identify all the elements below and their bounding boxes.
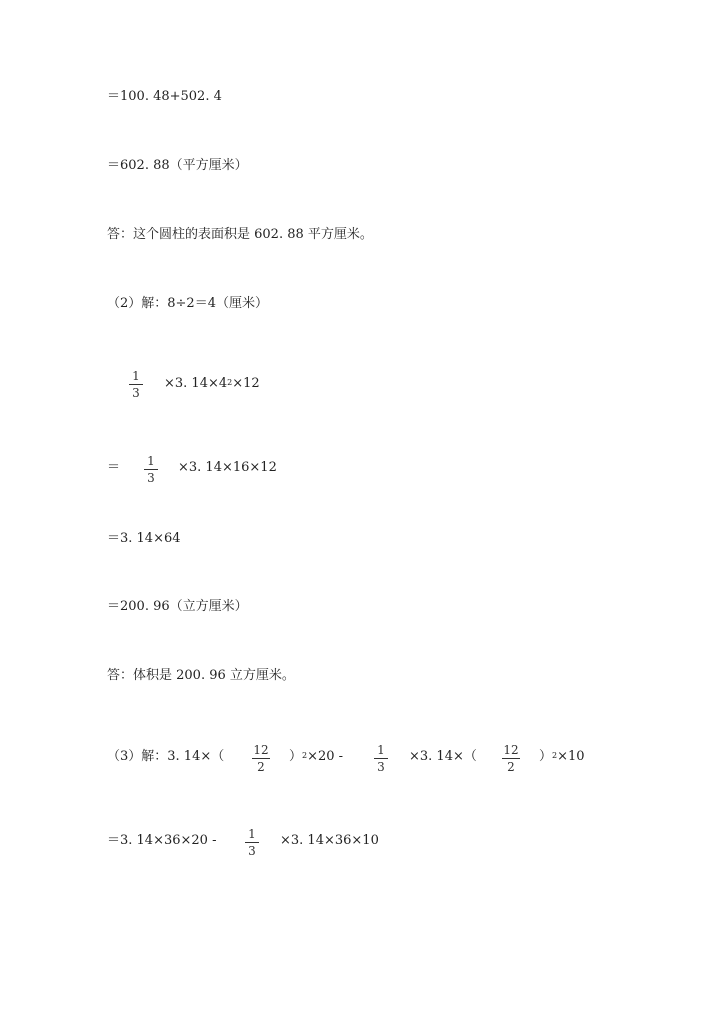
fraction-bar: [245, 842, 259, 843]
solution-3-heading: （3）解：3. 14×（: [107, 749, 225, 764]
fraction-denominator: 3: [248, 844, 256, 858]
fraction-bar: [252, 758, 270, 759]
exponent: 2: [302, 751, 308, 760]
fraction-bar: [129, 384, 143, 385]
equation-segment: [539, 749, 585, 765]
equation-line-5: [164, 376, 260, 392]
equation-segment: [289, 749, 343, 765]
fraction-bar: [374, 758, 388, 759]
close-paren: ）: [539, 749, 553, 764]
answer-line-1: 答：这个圆柱的表面积是 602. 88 平方厘米。: [107, 227, 373, 242]
equation-line-7: ＝3. 14×64: [107, 531, 181, 546]
expression-text: ×12: [232, 376, 260, 391]
fraction-one-third: [366, 743, 396, 774]
equation-line-8: ＝200. 96（立方厘米）: [107, 599, 248, 614]
equation-line-11: ＝3. 14×36×20 -: [107, 833, 217, 848]
fraction-one-third: [121, 369, 151, 400]
answer-line-2: 答：体积是 200. 96 立方厘米。: [107, 668, 295, 683]
equals-sign: ＝: [107, 460, 121, 475]
fraction-numerator: 12: [253, 743, 269, 757]
expression-text: ×20 -: [307, 749, 344, 764]
fraction-numerator: 1: [147, 454, 155, 468]
exponent: 2: [227, 378, 233, 387]
exponent: 2: [552, 751, 558, 760]
fraction-denominator: 3: [377, 760, 385, 774]
fraction-one-third: [237, 827, 267, 858]
fraction-one-third: [136, 454, 166, 485]
fraction-numerator: 1: [132, 369, 140, 383]
fraction-numerator: 1: [248, 827, 256, 841]
equation-line-1: ＝100. 48+502. 4: [107, 89, 222, 104]
fraction-denominator: 3: [132, 386, 140, 400]
equation-segment: ×3. 14×36×10: [280, 833, 379, 848]
equation-segment: ×3. 14×（: [409, 749, 477, 764]
fraction-denominator: 2: [257, 760, 265, 774]
fraction-denominator: 2: [507, 760, 515, 774]
fraction-numerator: 12: [503, 743, 519, 757]
solution-2-heading: （2）解：8÷2＝4（厘米）: [107, 296, 268, 311]
fraction-bar: [144, 469, 158, 470]
fraction-bar: [502, 758, 520, 759]
fraction-twelve-halves: [246, 743, 276, 774]
expression-text: ×10: [557, 749, 585, 764]
close-paren: ）: [289, 749, 303, 764]
equation-line-2: ＝602. 88（平方厘米）: [107, 158, 248, 173]
fraction-twelve-halves: [496, 743, 526, 774]
equation-line-6: ×3. 14×16×12: [178, 460, 277, 475]
fraction-denominator: 3: [147, 471, 155, 485]
fraction-numerator: 1: [377, 743, 385, 757]
expression-text: ×3. 14×4: [164, 376, 228, 391]
